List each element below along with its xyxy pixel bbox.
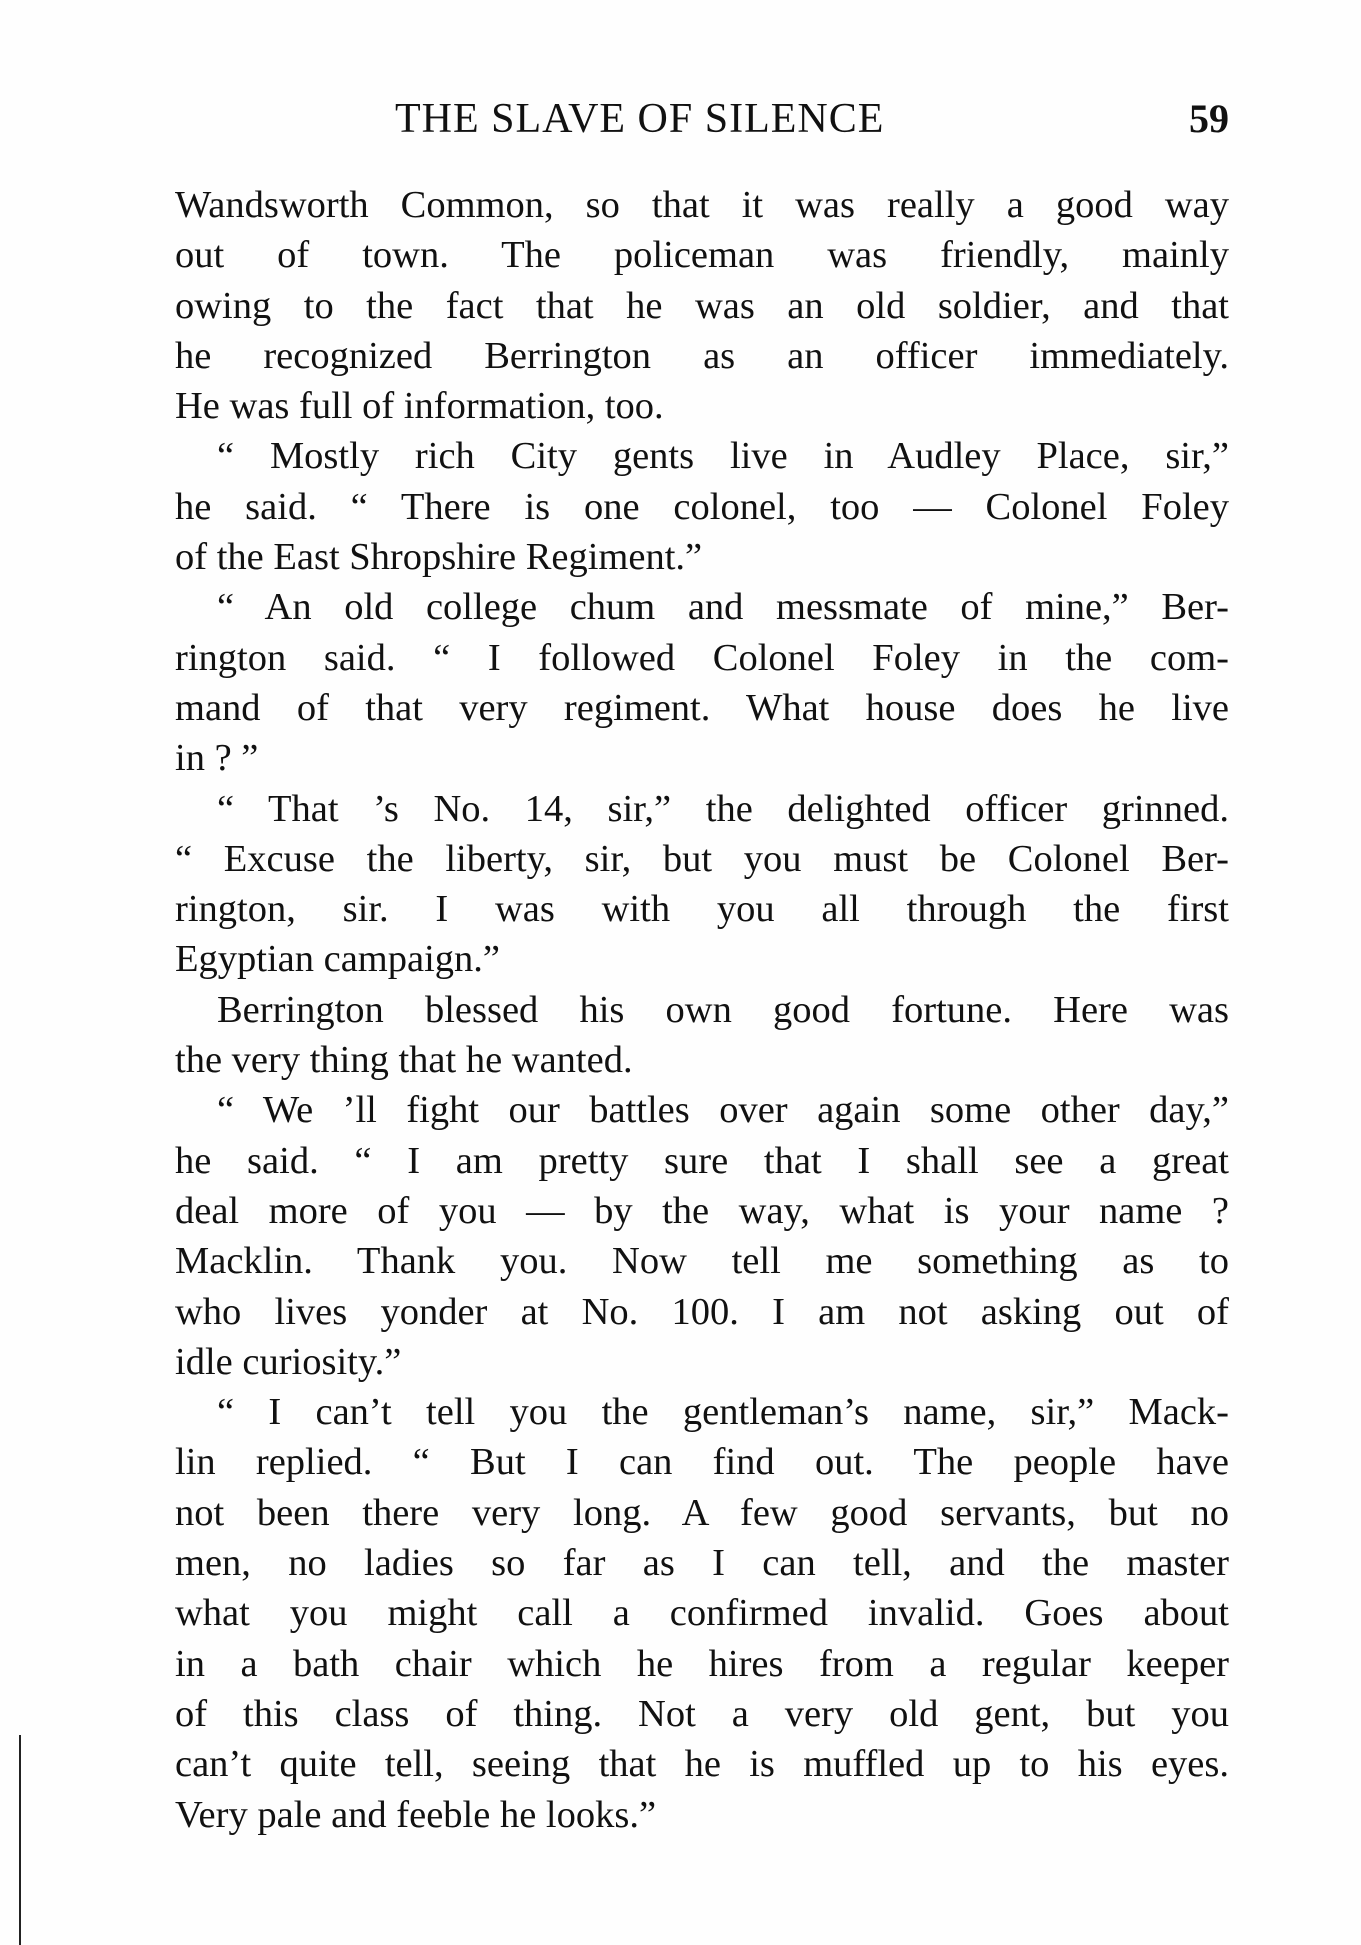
text-line: Very pale and feeble he looks.” bbox=[175, 1793, 657, 1836]
text-line: “ We ’ll fight our battles over again some other day,” bbox=[217, 1089, 1229, 1132]
text-line: he said. “ I am pretty sure that I shall see a great bbox=[175, 1139, 1229, 1182]
page-number: 59 bbox=[1189, 96, 1229, 141]
text-line: who lives yonder at No. 100. I am not asking out of bbox=[175, 1290, 1229, 1333]
text-line: deal more of you — by the way, what is your name ? bbox=[175, 1189, 1229, 1232]
text-line: lin replied. “ But I can find out. The people have bbox=[175, 1441, 1229, 1484]
text-line: of the East Shropshire Regiment.” bbox=[175, 536, 703, 579]
text-line: “ That ’s No. 14, sir,” the delighted officer grinned. bbox=[217, 787, 1229, 830]
body-text bbox=[175, 180, 1229, 1840]
text-line: not been there very long. A few good servants, but no bbox=[175, 1491, 1229, 1534]
text-line: Macklin. Thank you. Now tell me something as to bbox=[175, 1240, 1229, 1283]
running-title: THE SLAVE OF SILENCE bbox=[395, 96, 885, 142]
page-header bbox=[175, 94, 1229, 144]
text-line: men, no ladies so far as I can tell, and the master bbox=[175, 1542, 1229, 1585]
binding-edge-line bbox=[19, 1735, 21, 1945]
text-line: Berrington blessed his own good fortune. Here was bbox=[217, 988, 1229, 1031]
text-line: of this class of thing. Not a very old gent, but you bbox=[175, 1692, 1229, 1735]
text-line: he said. “ There is one colonel, too — Colonel Foley bbox=[175, 485, 1229, 528]
text-line: out of town. The policeman was friendly, mainly bbox=[175, 234, 1229, 277]
text-line: what you might call a confirmed invalid. Goes about bbox=[175, 1592, 1229, 1635]
text-line: the very thing that he wanted. bbox=[175, 1039, 633, 1082]
text-line: in ? ” bbox=[175, 737, 259, 780]
text-line: in a bath chair which he hires from a regular keeper bbox=[175, 1642, 1229, 1685]
text-line: rington, sir. I was with you all through the first bbox=[175, 888, 1229, 931]
text-line: “ Mostly rich City gents live in Audley Place, sir,” bbox=[217, 435, 1229, 478]
text-line: “ An old college chum and messmate of mine,” Ber- bbox=[217, 586, 1229, 629]
text-line: “ Excuse the liberty, sir, but you must be Colonel Ber- bbox=[175, 837, 1229, 880]
text-line: owing to the fact that he was an old soldier, and that bbox=[175, 284, 1229, 327]
text-line: can’t quite tell, seeing that he is muffled up to his eyes. bbox=[175, 1743, 1229, 1786]
text-line: He was full of information, too. bbox=[175, 385, 664, 428]
text-line: “ I can’t tell you the gentleman’s name, sir,” Mack- bbox=[217, 1391, 1229, 1434]
text-line: rington said. “ I followed Colonel Foley in the com- bbox=[175, 636, 1229, 679]
text-line: Wandsworth Common, so that it was really a good way bbox=[175, 184, 1229, 226]
text-line: mand of that very regiment. What house does he live bbox=[175, 686, 1229, 729]
text-line: he recognized Berrington as an officer immediately. bbox=[175, 334, 1229, 377]
text-line: Egyptian campaign.” bbox=[175, 938, 500, 981]
text-line: idle curiosity.” bbox=[175, 1340, 402, 1383]
